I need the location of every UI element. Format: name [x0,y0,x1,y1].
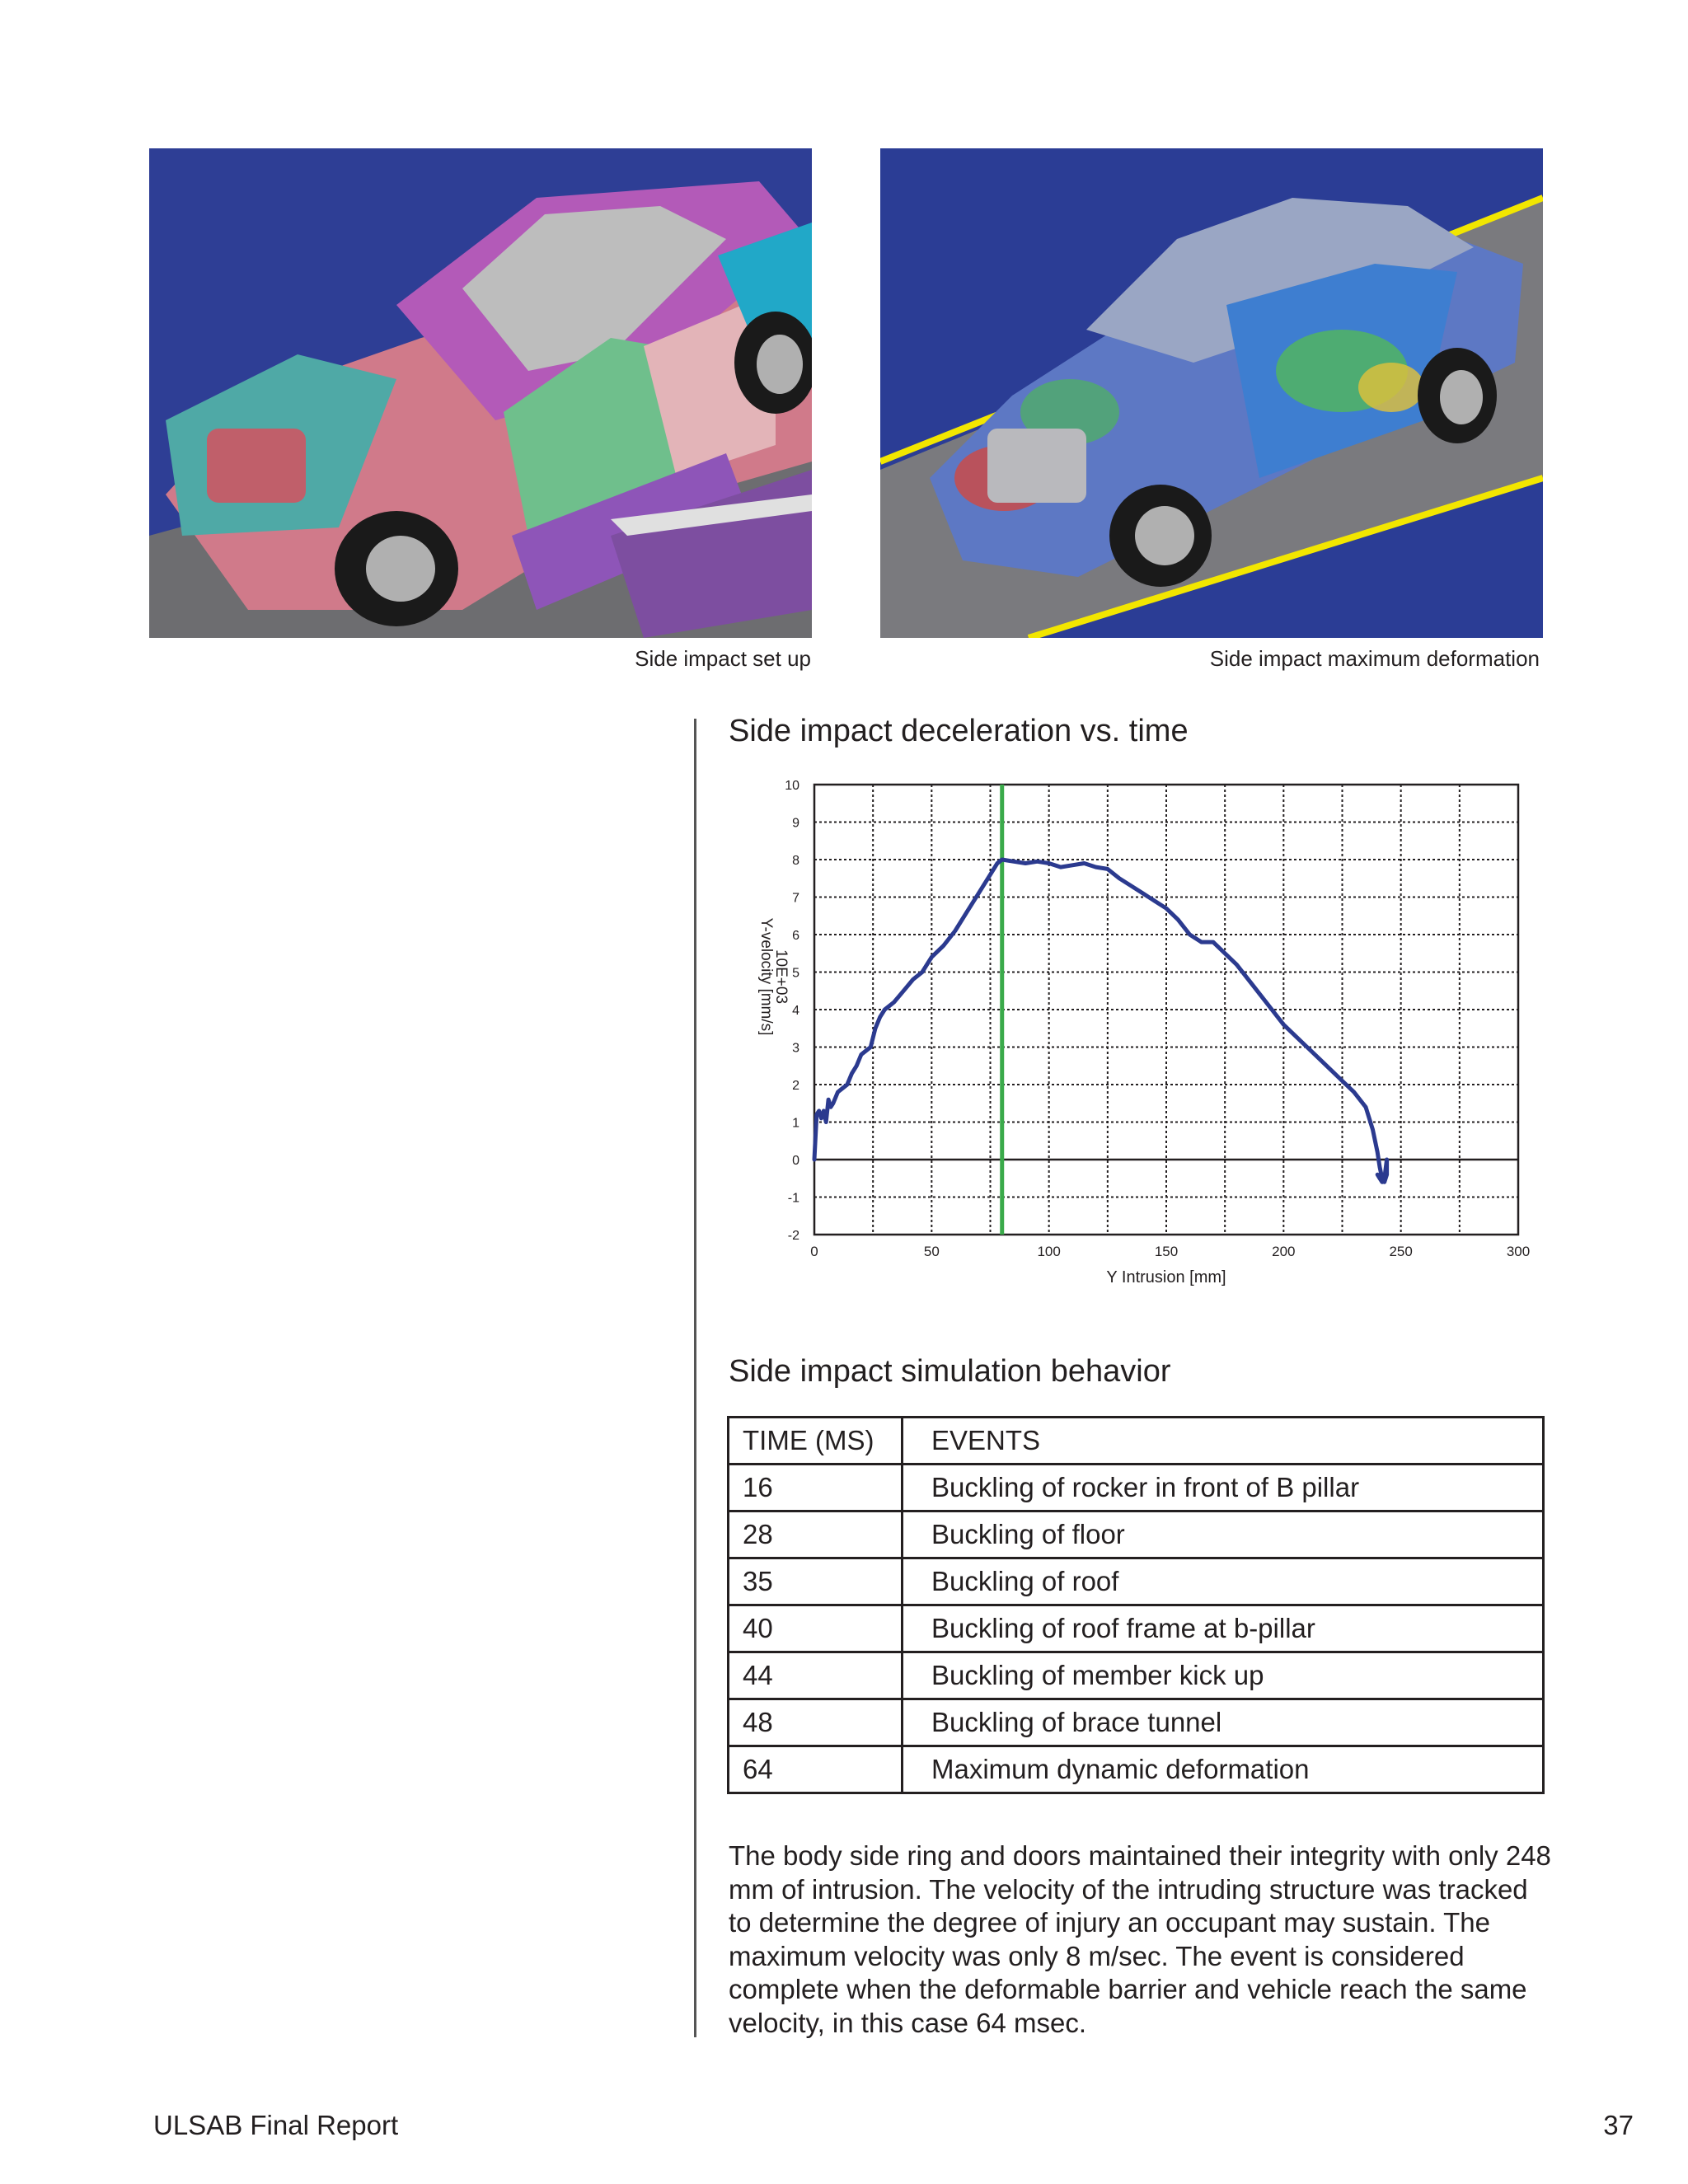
y-tick-label: -1 [787,1191,799,1206]
y-tick-label: 7 [792,891,799,906]
time-cell: 28 [729,1511,903,1558]
time-cell: 40 [729,1605,903,1652]
time-column-header: TIME (MS) [729,1418,903,1465]
y-tick-label: 3 [792,1041,799,1056]
right-image-caption: Side impact maximum deformation [1209,646,1540,671]
time-cell: 16 [729,1465,903,1511]
y-tick-label: 10 [785,779,799,793]
x-tick-label: 300 [1506,1244,1531,1259]
table-header-row [729,1418,1544,1465]
x-tick-label: 200 [1272,1244,1296,1259]
y-axis-label: Y-velocity [mm/s] [757,917,775,1036]
y-tick-label: 1 [792,1116,799,1131]
time-cell: 35 [729,1558,903,1605]
y-tick-label: 6 [792,929,799,943]
footer-report-name: ULSAB Final Report [153,2110,399,2140]
vertical-divider [694,719,696,2037]
x-axis-label: Y Intrusion [mm] [1106,1268,1226,1286]
table-row [729,1699,1544,1746]
events-table [727,1416,1545,1794]
time-cell: 64 [729,1746,903,1793]
table-row [729,1605,1544,1652]
y-tick-label: -2 [787,1229,799,1243]
y-tick-label: 5 [792,966,799,981]
x-tick-label: 0 [810,1244,818,1259]
table-row [729,1465,1544,1511]
table-heading: Side impact simulation behavior [729,1354,1171,1389]
event-cell: Maximum dynamic deformation [903,1746,1544,1793]
body-paragraph: The body side ring and doors maintained their integrity with only 248 mm of intrusion. The velocity of the intruding structure was tracked to determine the degree of injury an occupant may sustain. The maximum velocity was only 8 m/sec. The event is considered complete when the deformable barrier and vehicle reach the same velocity, in this case 64 msec. [729,1840,1551,2038]
side-impact-deformation-image [880,148,1543,638]
event-cell: Buckling of member kick up [903,1652,1544,1699]
event-cell: Buckling of floor [903,1511,1544,1558]
time-cell: 48 [729,1699,903,1746]
table-row [729,1746,1544,1793]
time-cell: 44 [729,1652,903,1699]
y-tick-label: 0 [792,1154,799,1168]
footer-page-number: 37 [1603,2110,1634,2140]
x-tick-label: 100 [1037,1244,1061,1259]
table-row [729,1558,1544,1605]
chart-heading: Side impact deceleration vs. time [729,714,1189,748]
event-cell: Buckling of rocker in front of B pillar [903,1465,1544,1511]
x-tick-label: 150 [1154,1244,1179,1259]
event-cell: Buckling of roof frame at b-pillar [903,1605,1544,1652]
y-axis-scale-label: 10E+03 [772,949,790,1005]
table-row [729,1652,1544,1699]
chart-svg [725,766,1550,1302]
left-image-caption: Side impact set up [635,646,811,671]
event-cell: Buckling of brace tunnel [903,1699,1544,1746]
y-tick-label: 4 [792,1004,799,1018]
velocity-chart [725,766,1550,1302]
y-tick-label: 2 [792,1079,799,1093]
y-tick-label: 9 [792,816,799,831]
side-impact-setup-image [149,148,812,638]
event-cell: Buckling of roof [903,1558,1544,1605]
table-row [729,1511,1544,1558]
x-tick-label: 50 [923,1244,940,1259]
x-tick-label: 250 [1389,1244,1413,1259]
events-column-header: EVENTS [903,1418,1544,1465]
y-tick-label: 8 [792,854,799,868]
